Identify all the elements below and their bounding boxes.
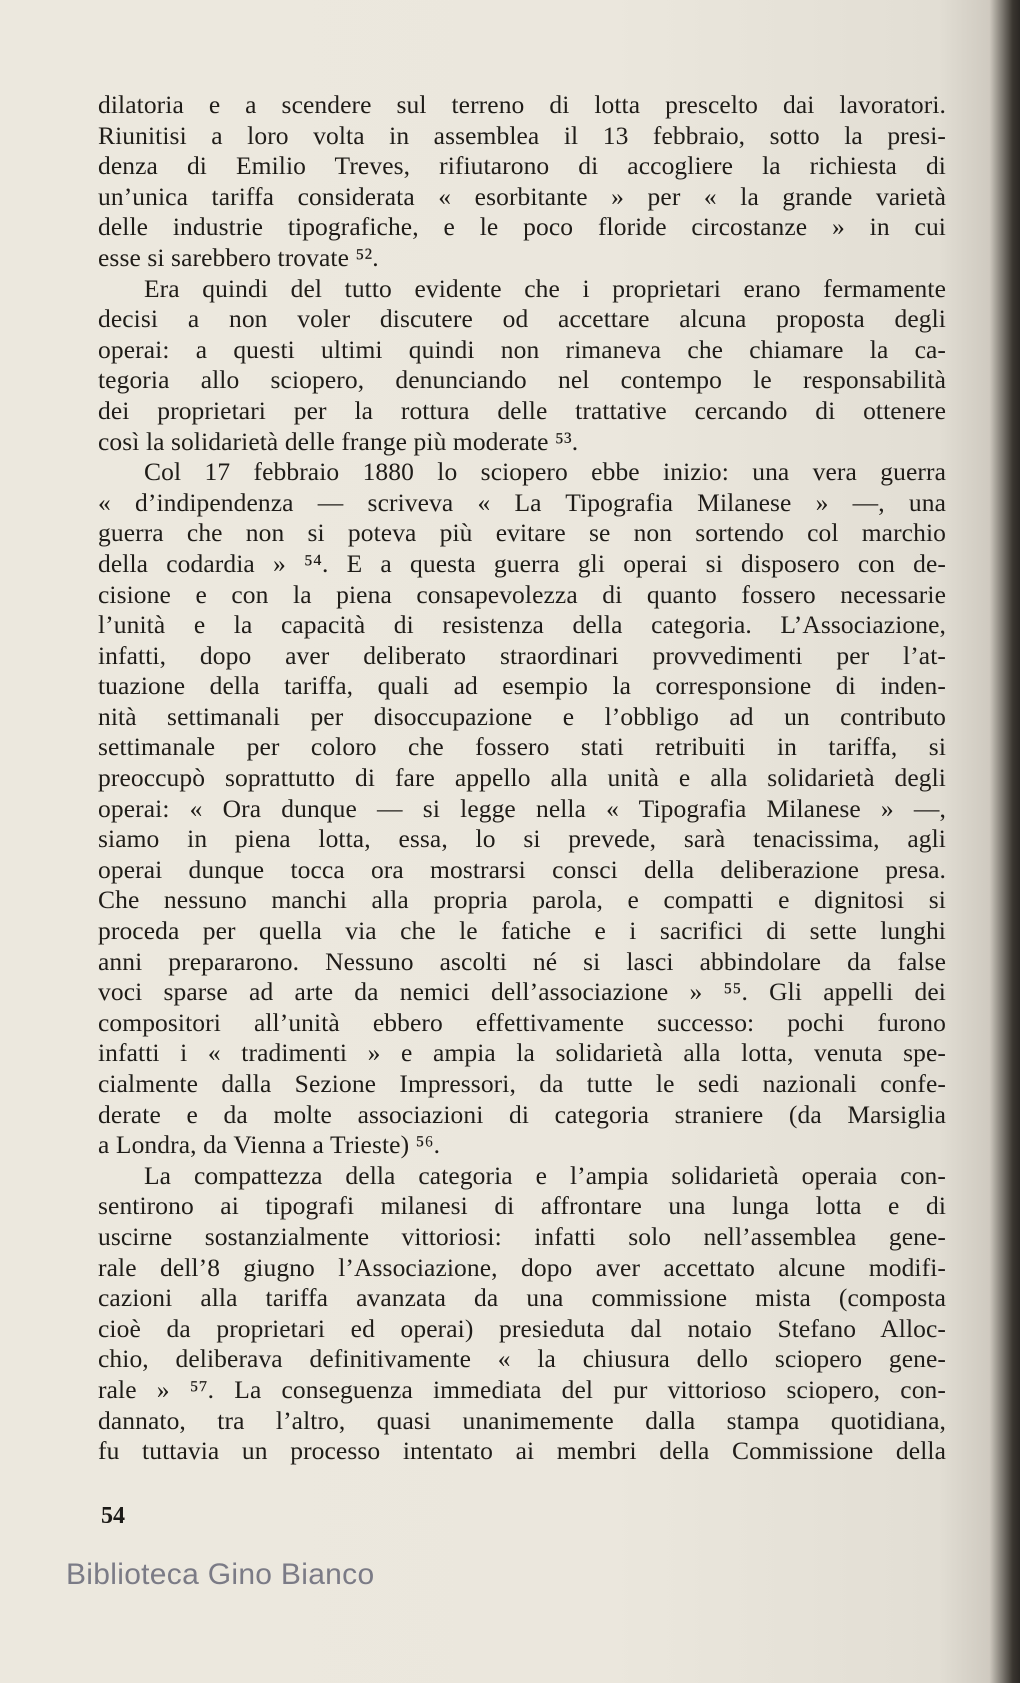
text-line: operai: a questi ultimi quindi non rimaneva che chiamare la ca- (98, 334, 946, 364)
text-line: rale » ⁵⁷. La conseguenza immediata del pur vittorioso sciopero, con- (98, 1374, 946, 1404)
text-line: siamo in piena lotta, essa, lo si prevede, sarà tenacissima, agli (98, 824, 946, 854)
text-line: tegoria allo sciopero, denunciando nel contempo le responsabilità (98, 365, 946, 395)
text-line: La compattezza della categoria e l’ampia solidarietà operaia con- (144, 1160, 946, 1190)
text-line: cialmente dalla Sezione Impressori, da tutte le sedi nazionali confe- (98, 1069, 946, 1098)
text-line: fu tuttavia un processo intentato ai membri della Commissione della (98, 1436, 946, 1466)
text-line: chio, deliberava definitivamente « la chiusura dello sciopero gene- (98, 1344, 946, 1374)
text-line: infatti, dopo aver deliberato straordinari provvedimenti per l’at- (98, 640, 946, 670)
text-line: così la solidarietà delle frange più moderate ⁵³. (98, 426, 579, 456)
text-line: un’unica tariffa considerata « esorbitante » per « la grande varietà (98, 181, 946, 211)
text-line: uscirne sostanzialmente vittoriosi: infatti solo nell’assemblea gene- (98, 1221, 946, 1251)
text-line: delle industrie tipografiche, e le poco floride circostanze » in cui (98, 212, 946, 242)
text-line: cazioni alla tariffa avanzata da una commissione mista (composta (98, 1283, 946, 1313)
text-line: guerra che non si poteva più evitare se non sortendo col marchio (98, 518, 946, 548)
text-line: nità settimanali per disoccupazione e l’obbligo ad un contributo (98, 701, 946, 731)
text-line: cioè da proprietari ed operai) presieduta dal notaio Stefano Alloc- (98, 1313, 946, 1343)
text-line: compositori all’unità ebbero effettivamente successo: pochi furono (98, 1007, 946, 1037)
text-line: denza di Emilio Treves, rifiutarono di accogliere la richiesta di (98, 151, 946, 181)
text-line: anni prepararono. Nessuno ascolti né si lasci abbindolare da false (98, 946, 946, 976)
text-line: tuazione della tariffa, quali ad esempio la corresponsione di inden- (98, 671, 946, 701)
page-number: 54 (101, 1503, 125, 1529)
text-line: cisione e con la piena consapevolezza di quanto fossero necessarie (98, 579, 946, 609)
text-line: operai dunque tocca ora mostrarsi consci della deliberazione presa. (98, 854, 946, 884)
text-line: voci sparse ad arte da nemici dell’associazione » ⁵⁵. Gli appelli dei (98, 977, 946, 1007)
text-line: settimanale per coloro che fossero stati retribuiti in tariffa, si (98, 732, 946, 762)
text-line: dilatoria e a scendere sul terreno di lotta prescelto dai lavoratori. (98, 90, 946, 119)
text-line: esse si sarebbero trovate ⁵². (98, 242, 379, 272)
text-line: Era quindi del tutto evidente che i proprietari erano fermamente (144, 273, 946, 303)
text-line: sentirono ai tipografi milanesi di affrontare una lunga lotta e di (98, 1191, 946, 1221)
text-line: della codardia » ⁵⁴. E a questa guerra gli operai si disposero con de- (98, 548, 946, 578)
text-line: infatti i « tradimenti » e ampia la solidarietà alla lotta, venuta spe- (98, 1038, 946, 1068)
text-line: operai: « Ora dunque — si legge nella « Tipografia Milanese » —, (98, 793, 946, 823)
text-line: proceda per quella via che le fatiche e i sacrifici di sette lunghi (98, 916, 946, 946)
text-line: l’unità e la capacità di resistenza della categoria. L’Associazione, (98, 610, 946, 640)
text-line: dei proprietari per la rottura delle trattative cercando di ottenere (98, 395, 946, 425)
text-line: Col 17 febbraio 1880 lo sciopero ebbe inizio: una vera guerra (144, 457, 946, 487)
text-line: Riunitisi a loro volta in assemblea il 13 febbraio, sotto la presi- (98, 120, 946, 150)
library-watermark: Biblioteca Gino Bianco (66, 1558, 375, 1591)
text-line: « d’indipendenza — scriveva « La Tipografia Milanese » —, una (98, 487, 946, 517)
text-line: rale dell’8 giugno l’Associazione, dopo aver accettato alcune modifi- (98, 1252, 946, 1282)
body-text (98, 90, 946, 1467)
text-line: dannato, tra l’altro, quasi unanimemente dalla stampa quotidiana, (98, 1405, 946, 1435)
text-line: decisi a non voler discutere od accettare alcuna proposta degli (98, 304, 946, 334)
text-line: preoccupò soprattutto di fare appello alla unità e alla solidarietà degli (98, 763, 946, 793)
text-line: derate e da molte associazioni di categoria straniere (da Marsiglia (98, 1099, 946, 1129)
text-line: a Londra, da Vienna a Trieste) ⁵⁶. (98, 1130, 441, 1160)
text-line: Che nessuno manchi alla propria parola, e compatti e dignitosi si (98, 885, 946, 915)
